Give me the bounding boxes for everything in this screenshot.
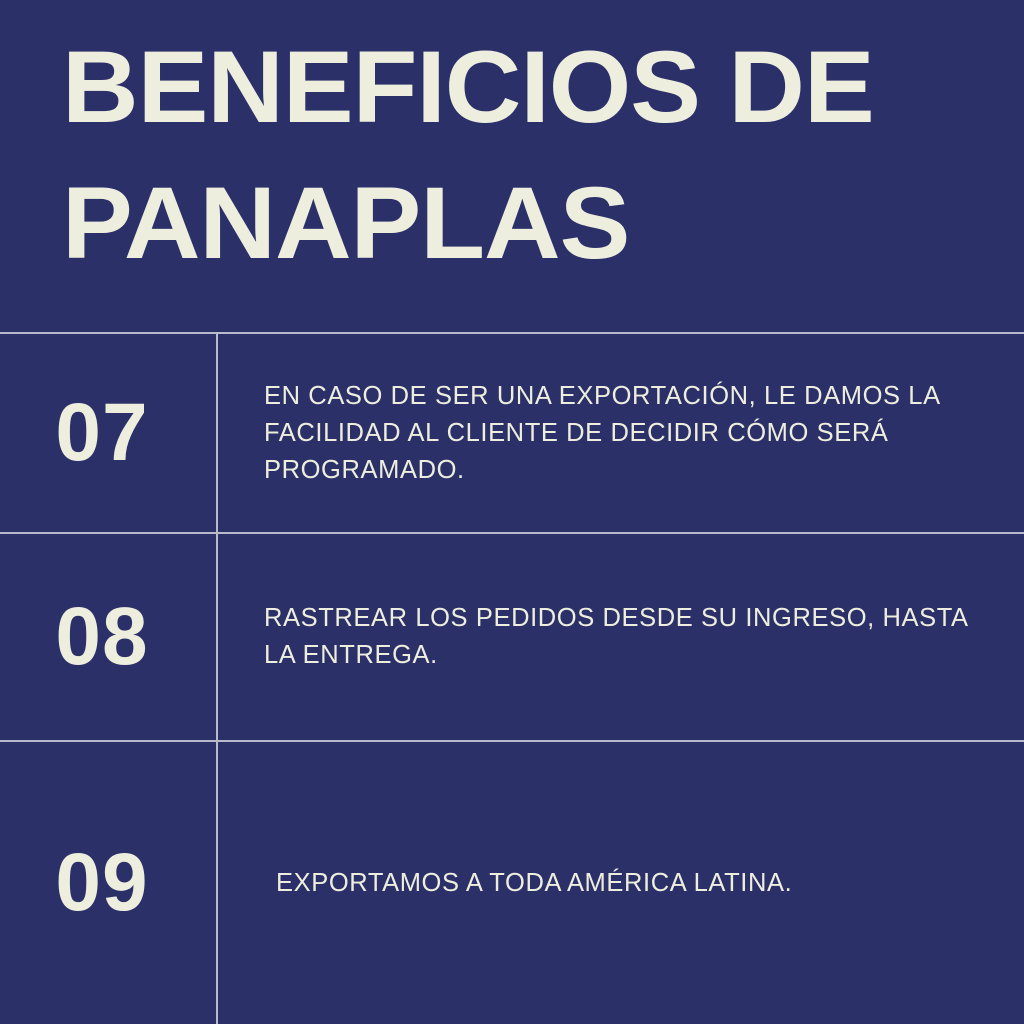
- list-item: [0, 534, 1024, 742]
- item-divider: [216, 742, 218, 1024]
- page-title: [0, 0, 1024, 332]
- title-line-1: BENEFICIOS DE: [62, 30, 874, 144]
- list-item: [0, 742, 1024, 1024]
- item-text: EXPORTAMOS A TODA AMÉRICA LATINA.: [276, 868, 793, 897]
- item-number: 09: [55, 837, 149, 928]
- item-divider: [216, 534, 218, 740]
- list-item: [0, 334, 1024, 534]
- item-divider: [216, 334, 218, 532]
- item-number: 08: [55, 591, 149, 682]
- item-number: 07: [55, 387, 149, 478]
- item-text: RASTREAR LOS PEDIDOS DESDE SU INGRESO, HASTA LA ENTREGA.: [264, 604, 968, 669]
- benefits-list: [0, 332, 1024, 1024]
- item-text: EN CASO DE SER UNA EXPORTACIÓN, LE DAMOS LA FACILIDAD AL CLIENTE DE DECIDIR CÓMO SERÁ PROGRAMADO.: [264, 381, 940, 484]
- title-line-2: PANAPLAS: [62, 166, 630, 280]
